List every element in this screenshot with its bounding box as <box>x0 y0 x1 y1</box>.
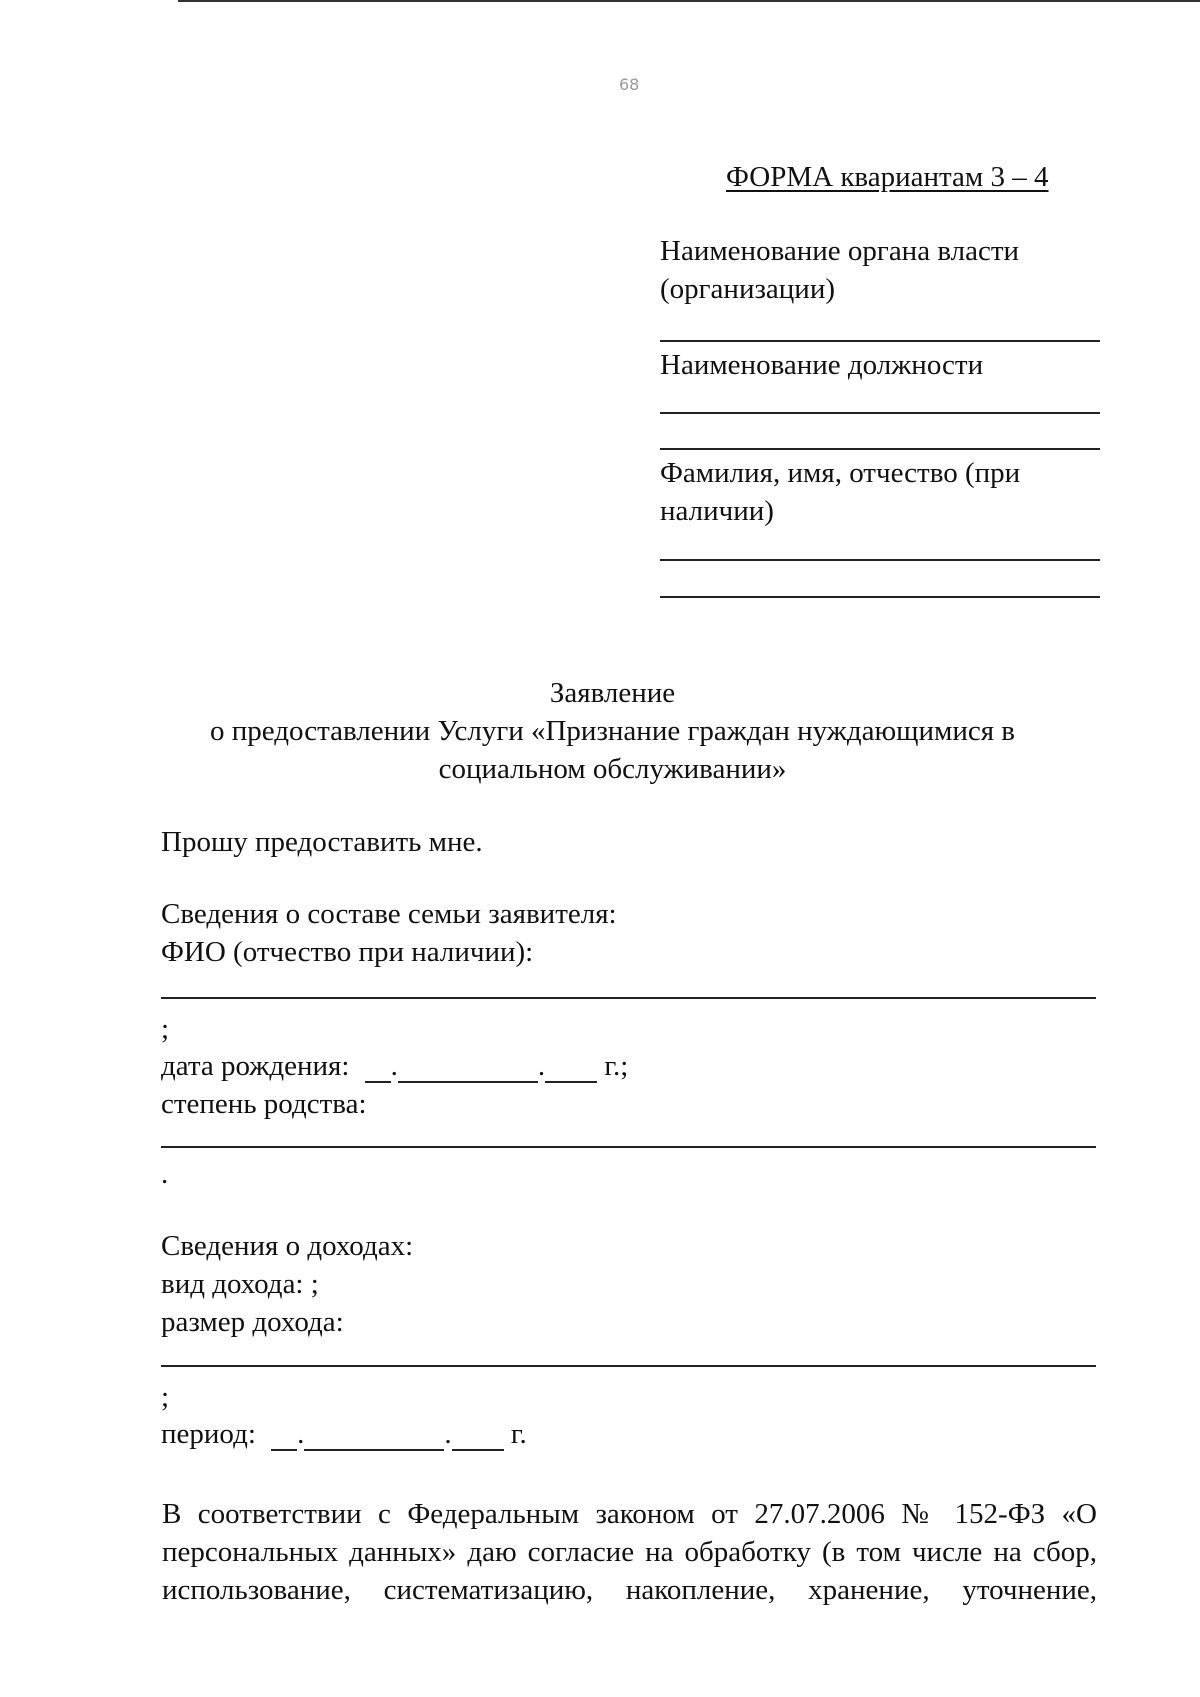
fio-field-line2[interactable] <box>660 596 1100 598</box>
income-amount-label: размер дохода: <box>161 1306 344 1338</box>
top-border-line <box>178 0 1200 2</box>
consent-line1: В соответствии с Федеральным законом от 27.07.2006 № 152-ФЗ «О <box>162 1498 1097 1530</box>
position-label: Наименование должности <box>660 349 984 381</box>
income-type-label: вид дохода: ; <box>161 1268 319 1300</box>
birth-month-field[interactable] <box>398 1052 538 1083</box>
birth-date-dot2: . <box>537 1050 546 1082</box>
birth-year-field[interactable] <box>545 1052 597 1083</box>
income-period-row <box>161 1420 527 1451</box>
family-fio-label: ФИО (отчество при наличии): <box>161 936 534 968</box>
relation-label: степень родства: <box>161 1088 367 1120</box>
income-amount-field[interactable] <box>161 1365 1096 1367</box>
document-title: Заявление <box>549 677 676 709</box>
fio-label-line1: Фамилия, имя, отчество (при <box>660 457 1021 489</box>
consent-line3: использование, систематизацию, накопление, хранение, уточнение, <box>162 1574 1097 1606</box>
birth-year-suffix: г.; <box>604 1050 629 1082</box>
document-subtitle-line1: о предоставлении Услуги «Признание граждан нуждающимися в <box>209 715 1016 747</box>
period-year-suffix: г. <box>510 1418 527 1450</box>
org-name-field[interactable] <box>660 340 1100 342</box>
form-header: ФОРМА квариантам 3 – 4 <box>726 161 1049 193</box>
position-field-line2[interactable] <box>660 448 1100 450</box>
page-number: 68 <box>619 75 640 94</box>
relation-field[interactable] <box>161 1146 1096 1148</box>
fio-label-line2: наличии) <box>660 495 774 527</box>
org-name-label-line1: Наименование органа власти <box>660 235 1020 267</box>
birth-date-row <box>161 1052 628 1083</box>
fio-field-line1[interactable] <box>660 559 1100 561</box>
org-name-label-line2: (организации) <box>660 273 836 305</box>
income-heading: Сведения о доходах: <box>161 1230 414 1262</box>
period-year-field[interactable] <box>452 1420 504 1451</box>
consent-line2: персональных данных» даю согласие на обработку (в том числе на сбор, <box>162 1536 1097 1568</box>
family-heading: Сведения о составе семьи заявителя: <box>161 898 617 930</box>
income-period-label: период: <box>161 1418 256 1450</box>
document-subtitle-line2: социальном обслуживании» <box>438 753 787 785</box>
period-dot1: . <box>297 1418 305 1450</box>
family-fio-semicolon: ; <box>161 1013 170 1045</box>
birth-date-label: дата рождения: <box>161 1050 350 1082</box>
request-text: Прошу предоставить мне. <box>161 826 483 858</box>
period-dot2: . <box>444 1418 452 1450</box>
birth-date-dot1: . <box>390 1050 398 1082</box>
position-field-line1[interactable] <box>660 412 1100 414</box>
relation-period-mark: . <box>161 1158 169 1190</box>
birth-day-field[interactable] <box>365 1052 391 1083</box>
family-fio-field[interactable] <box>161 997 1096 999</box>
period-day-field[interactable] <box>271 1420 297 1451</box>
period-month-field[interactable] <box>304 1420 444 1451</box>
income-amount-semicolon: ; <box>161 1381 170 1413</box>
